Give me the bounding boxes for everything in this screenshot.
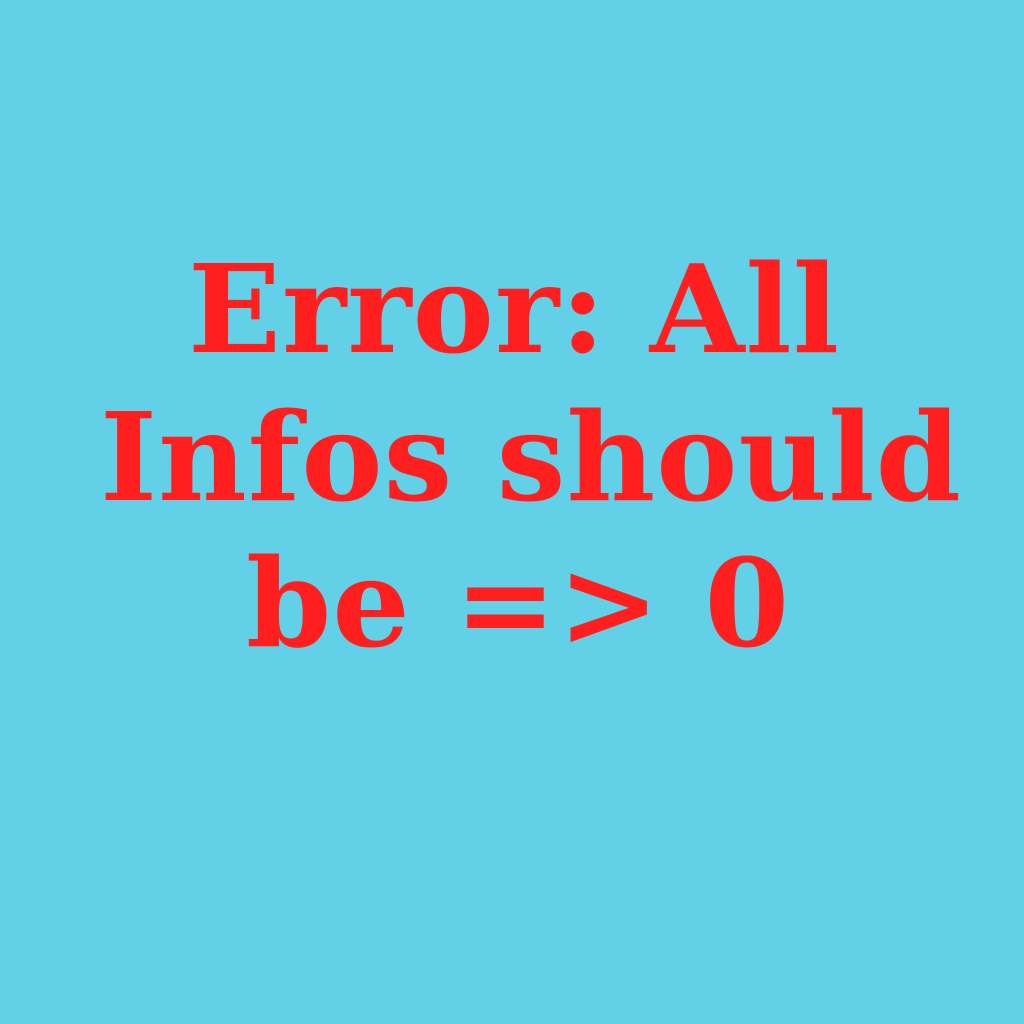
error-message-line-1: Error: All — [188, 237, 841, 381]
error-message-line-2: Infos should — [100, 385, 962, 529]
error-message-line-3: be => 0 — [246, 531, 791, 675]
